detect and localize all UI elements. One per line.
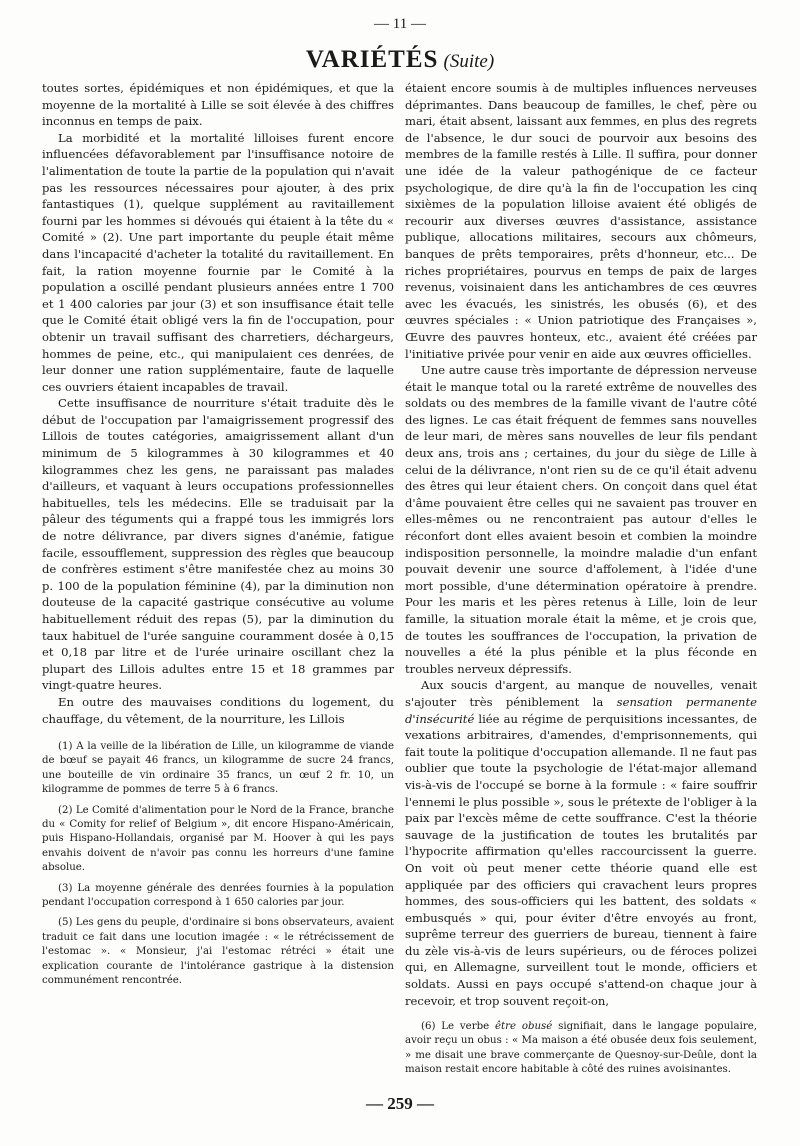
right-paragraph-end: liée au régime de perquisitions incessantes, de vexations arbitraires, d'amendes, d'emprisonnements, qui fait toute la politique d'occupation allemande. Il ne faut pas oublier que toute la psychologie de l'état-major allemand vis-à-vis de l'occupé se borne à la formule : « faire souffrir l'ennemi le plus possible », sous le prétexte de l'obliger à la paix par l'excès même de cette souffrance. C'est la théorie sauvage de la justification de toutes les brutalités par l'hypocrite affirmation qu'elles raccourcissent la guerre. On voit où peut mener cette théorie quand elle est appliquée par des officiers qui cravachent leurs propres hommes, des sous-officiers qui les battent, des soldats « embusqués » qui, pour éviter d'être envoyés au front, suprême terreur des guerriers de bureau, tiennent à faire du zèle vis-à-vis de leurs supérieurs, ou de féroces polizei qui, en Allemagne, surveillent tout le monde, officiers et soldats. Aussi en pays occupé s'attend-on chaque jour à recevoir, et trop souvent reçoit-on, xyxy=(405,711,758,1008)
rubric-title: VARIÉTÉS xyxy=(305,46,439,73)
right-footnotes xyxy=(405,1020,757,1084)
footnote-6-term: être obusé xyxy=(494,1021,553,1032)
right-paragraph xyxy=(405,677,757,1009)
left-paragraph: En outre des mauvaises conditions du logement, du chauffage, du vêtement, de la nourriture, les Lillois xyxy=(42,694,394,726)
section-rubric xyxy=(0,46,800,74)
left-paragraph: toutes sortes, épidémiques et non épidémiques, et que la moyenne de la mortalité à Lille se soit élevée à des chiffres inconnus en temps de paix. xyxy=(42,81,394,129)
footnote-6 xyxy=(405,1020,757,1078)
footnote-5: (5) Les gens du peuple, d'ordinaire si bons observateurs, avaient traduit ce fait dans une locution imagée : « le rétrécissement de l'estomac ». « Monsieur, j'ai l'estomac rétréci » était une explication courante de l'intolérance gastrique à la distension communément rencontrée. xyxy=(42,917,394,987)
footnote-1: (1) A la veille de la libération de Lille, un kilogramme de viande de bœuf se payait 46 francs, un kilogramme de sucre 24 francs, une bouteille de vin ordinaire 35 francs, un œuf 2 fr. 10, un kilogramme de pommes de terre 5 à 6 francs. xyxy=(42,741,394,796)
right-paragraph-start: Aux soucis d'argent, au manque de nouvelles, venait s'ajouter très péniblement la xyxy=(405,678,757,709)
left-footnotes xyxy=(42,740,394,995)
right-paragraph: étaient encore soumis à de multiples influences nerveuses déprimantes. Dans beaucoup de familles, le chef, père ou mari, était absent, laissant aux femmes, en plus des regrets de l'absence, le dur souci de pourvoir aux besoins des membres de la famille restés à Lille. Il suffira, pour donner une idée de la valeur pathogénique de ce facteur psychologique, de dire qu'à la fin de l'occupation les cinq sixièmes de la population lilloise avaient été obligés de recourir aux diverses œuvres d'assistance, assistance publique, allocations militaires, secours aux chômeurs, banques de prêts temporaires, prêts d'honneur, etc... De riches propriétaires, pourvus en temps de paix de larges revenus, voisinaient dans les antichambres de ces œuvres avec les évacués, les sinistrés, les obusés (6), et des œuvres spéciales : « Union patriotique des Françaises », Œuvre des pauvres honteux, etc., avaient été créées par l'initiative privée pour venir en aide aux œuvres officielles. xyxy=(405,81,757,361)
right-paragraph: Une autre cause très importante de dépression nerveuse était le manque total ou la rareté extrême de nouvelles des soldats ou des membres de la famille vivant de l'autre côté des lignes. Le cas était fréquent de femmes sans nouvelles de leur mari, de mères sans nouvelles de leur fils pendant deux ans, trois ans ; certaines, du jour du siège de Lille à celui de la délivrance, n'ont rien su de ce qu'il était advenu des êtres qui leur étaient chers. On conçoit dans quel état d'âme pouvaient être celles qui ne savaient pas trouver en elles-mêmes ou ne rencontraient pas autour d'elles le réconfort dont elles avaient besoin et combien la moindre indisposition personnelle, la moindre maladie d'un enfant pouvait devenir une source d'affolement, à l'idée d'une mort possible, d'une détermination opératoire à prendre. Pour les maris et les pères retenus à Lille, loin de leur famille, la situation morale était la même, et je crois que, de toutes les souffrances de l'occupation, la privation de nouvelles a été la plus pénible et la plus féconde en troubles nerveux dépressifs. xyxy=(405,363,757,676)
page-folio: — 259 — xyxy=(366,1094,434,1113)
page-header-number: — 11 — xyxy=(374,16,426,32)
footnote-6-body: signifiait, dans le langage populaire, avoir reçu un obus : « Ma maison a été obusée deux fois seulement, » me disait une brave commerçante de Quesnoy-sur-Deûle, dont la maison restait encore habitable à côté des ruines avoisinantes. xyxy=(405,1021,757,1076)
left-column xyxy=(42,80,394,727)
footnote-3: (3) La moyenne générale des denrées fournies à la population pendant l'occupation correspond à 1 650 calories par jour. xyxy=(42,882,394,909)
footnote-6-lead: (6) Le verbe xyxy=(421,1021,490,1032)
left-paragraph: La morbidité et la mortalité lilloises furent encore influencées défavorablement par l'insuffisance notoire de l'alimentation de toute la partie de la population qui n'avait pas les ressources nécessaires pour ajouter, à des prix fantastiques (1), quelque supplément au ravitaillement fourni par les hommes si dévoués qui étaient à la tête du « Comité » (2). Une part importante du peuple était même dans l'incapacité d'acheter la totalité du ravitaillement. En fait, la ration moyenne fournie par le Comité à la population a oscillé pendant plusieurs années entre 1 700 et 1 400 calories par jour (3) et son insuffisance était telle que le Comité était obligé vers la fin de l'occupation, pour obtenir un travail suffisant des charretiers, déchargeurs, hommes de peine, etc., qui manipulaient ces denrées, de leur donner une ration supplémentaire, faute de laquelle ces ouvriers étaient incapables de travail. xyxy=(42,130,394,394)
footnote-2: (2) Le Comité d'alimentation pour le Nord de la France, branche du « Comity for relief of Belgium », dit encore Hispano-Américain, puis Hispano-Hollandais, organisé par M. Hoover à qui les pays envahis doivent de n'avoir pas connu les horreurs d'une famine absolue. xyxy=(42,804,394,874)
rubric-suite: (Suite) xyxy=(443,51,495,72)
emphasis-insecurity: sensation permanente d'insécurité xyxy=(405,694,757,726)
right-column xyxy=(405,80,757,1009)
left-paragraph: Cette insuffisance de nourriture s'était traduite dès le début de l'occupation par l'amaigrissement progressif des Lillois de toutes catégories, amaigrissement allant d'un minimum de 5 kilogrammes à 30 kilogrammes et 40 kilogrammes chez les gens, ne paraissant pas malades d'ailleurs, et vaquant à leurs occupations professionnelles habituelles, tels les médecins. Elle se traduisait par la pâleur des téguments qui a frappé tous les immigrés lors de notre délivrance, par divers signes d'anémie, fatigue facile, essoufflement, suppression des règles que beaucoup de confrères estiment s'être manifestée chez au moins 30 p. 100 de la population féminine (4), par la diminution non douteuse de la capacité gastrique consécutive au volume habituellement réduit des repas (5), par la diminution du taux habituel de l'urée sanguine couramment dosée à 0,15 et 0,18 par litre et de l'urée urinaire oscillant chez la plupart des Lillois adultes entre 15 et 18 grammes par vingt-quatre heures. xyxy=(42,396,394,693)
